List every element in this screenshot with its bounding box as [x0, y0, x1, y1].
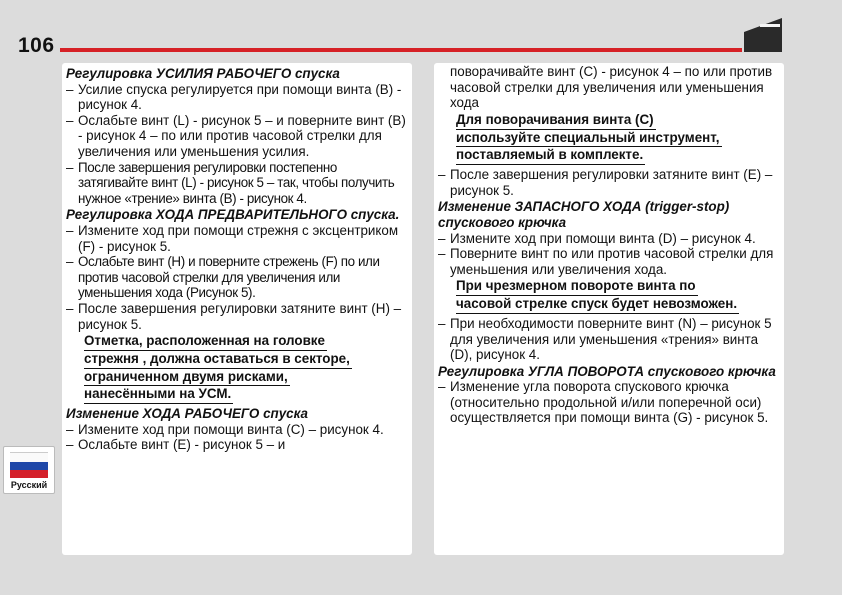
section-heading: Регулировка УГЛА ПОВОРОТА спускового крючка	[438, 363, 776, 379]
list-item: – После завершения регулировки затяните винт (Е) – рисунок 5.	[438, 167, 773, 198]
header-rule	[60, 48, 742, 52]
section-heading: Регулировка УСИЛИЯ РАБОЧЕГО спуска	[66, 66, 340, 81]
list-item: – Ослабьте винт (L) - рисунок 5 – и поверните винт (В) - рисунок 4 – по или против часовой стрелки для увеличения или уменьшения усилия.	[66, 112, 406, 159]
list-item: – Ослабьте винт (Н) и поверните стрежень (F) по или против часовой стрелки для увеличения или уменьшения хода (Рисунок 5).	[66, 254, 380, 301]
list-item: – Поверните винт по или против часовой стрелки для уменьшения или увеличения хода.	[438, 246, 774, 277]
left-column	[62, 63, 412, 555]
language-badge	[3, 446, 55, 494]
page-number: 106	[18, 34, 55, 57]
list-item: – Ослабьте винт (Е) - рисунок 5 – и	[66, 437, 286, 453]
list-item: – После завершения регулировки постепенно затягивайте винт (L) - рисунок 5 – так, чтобы получить нужное «трение» винта (В) - рисунок 4.	[66, 159, 395, 206]
russian-flag-icon	[10, 452, 48, 478]
right-column	[434, 63, 784, 555]
list-item: – После завершения регулировки затяните винт (Н) – рисунок 5.	[66, 300, 402, 332]
section-heading: Изменение ХОДА РАБОЧЕГО спуска	[66, 406, 308, 422]
list-item: – При необходимости поверните винт (N) – рисунок 5 для увеличения или уменьшения «трения» винта (D), рисунок 4.	[438, 315, 772, 363]
list-item: – Изменение угла поворота спускового крючка (относительно продольной и/или поперечной оси) осуществляется при помощи винта (G) - рисунок 5.	[438, 379, 769, 426]
list-item: – Измените ход при помощи винта (С) – рисунок 4.	[66, 421, 384, 437]
language-label: Русский	[10, 480, 48, 490]
section-heading: Регулировка ХОДА ПРЕДВАРИТЕЛЬНОГО спуска.	[66, 207, 400, 223]
list-item: – Усилие спуска регулируется при помощи винта (В) - рисунок 4.	[66, 81, 402, 113]
continued-text: поворачивайте винт (С) - рисунок 4 – по или против часовой стрелки для увеличения или уменьшения хода	[450, 64, 773, 111]
tool-note: Для поворачивания винта (С) используйте специальный инструмент, поставляемый в комплекте.	[456, 112, 780, 165]
list-item: – Измените ход при помощи стрежня с эксцентриком (F) - рисунок 5.	[66, 222, 399, 254]
warning-note: При чрезмерном повороте винта по часовой стрелке спуск будет невозможен.	[456, 278, 780, 314]
list-item: – Измените ход при помощи винта (D) – рисунок 4.	[438, 230, 756, 246]
corner-tab-icon	[744, 18, 782, 52]
section-heading: Изменение ЗАПАСНОГО ХОДА (trigger-stop) спускового крючка	[438, 199, 730, 230]
warning-note: Отметка, расположенная на головке стрежня , должна оставаться в секторе, ограниченном двумя рисками, нанесёнными на УСМ.	[84, 333, 408, 404]
